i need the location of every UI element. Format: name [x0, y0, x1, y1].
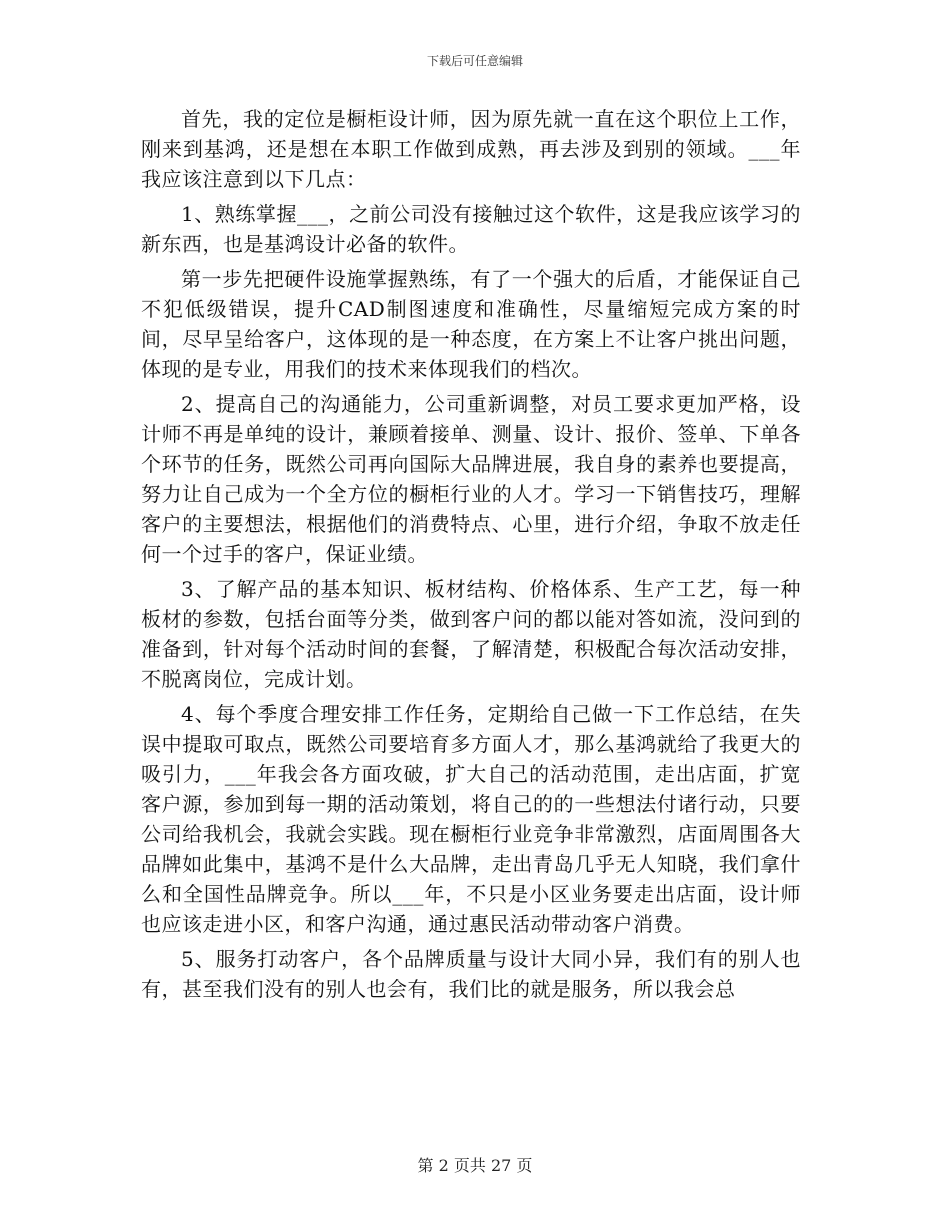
paragraph-item-1: 1、熟练掌握___，之前公司没有接触过这个软件，这是我应该学习的新东西，也是基鸿设计必备的软件。: [141, 202, 801, 256]
paragraph-step-one: 第一步先把硬件设施掌握熟练，有了一个强大的后盾，才能保证自己不犯低级错误，提升CAD制图速度和准确性，尽量缩短完成方案的时间，尽早呈给客户，这体现的是一种态度，在方案上不让客户挑出问题，体现的是专业，用我们的技术来体现我们的档次。: [141, 267, 801, 381]
paragraph-item-3: 3、了解产品的基本知识、板材结构、价格体系、生产工艺，每一种板材的参数，包括台面等分类，做到客户问的都以能对答如流，没问到的准备到，针对每个活动时间的套餐，了解清楚，积极配合每次活动安排，不脱离岗位，完成计划。: [141, 577, 801, 691]
paragraph-item-4: 4、每个季度合理安排工作任务，定期给自己做一下工作总结，在失误中提取可取点，既然公司要培育多方面人才，那么基鸿就给了我更大的吸引力，___年我会各方面攻破，扩大自己的活动范围，走出店面，扩宽客户源，参加到每一期的活动策划，将自己的的一些想法付诸行动，只要公司给我机会，我就会实践。现在橱柜行业竞争非常激烈，店面周围各大品牌如此集中，基鸿不是什么大品牌，走出青岛几乎无人知晓，我们拿什么和全国性品牌竞争。所以___年，不只是小区业务要走出店面，设计师也应该走进小区，和客户沟通，通过惠民活动带动客户消费。: [141, 702, 801, 936]
paragraph-item-2: 2、提高自己的沟通能力，公司重新调整，对员工要求更加严格，设计师不再是单纯的设计，兼顾着接单、测量、设计、报价、签单、下单各个环节的任务，既然公司再向国际大品牌进展，我自身的素养也要提高，努力让自己成为一个全方位的橱柜行业的人才。学习一下销售技巧，理解客户的主要想法，根据他们的消费特点、心里，进行介绍，争取不放走任何一个过手的客户，保证业绩。: [141, 392, 801, 566]
document-body: [141, 104, 801, 1009]
page-header: 下载后可任意编辑: [426, 54, 523, 68]
paragraph-intro: 首先，我的定位是橱柜设计师，因为原先就一直在这个职位上工作，刚来到基鸿，还是想在本职工作做到成熟，再去涉及到别的领域。___年我应该注意到以下几点：: [141, 107, 801, 191]
paragraph-item-5: 5、服务打动客户，各个品牌质量与设计大同小异，我们有的别人也有，甚至我们没有的别人也会有，我们比的就是服务，所以我会总: [141, 947, 801, 1001]
page-footer: 第 2 页共 27 页: [417, 1156, 533, 1175]
